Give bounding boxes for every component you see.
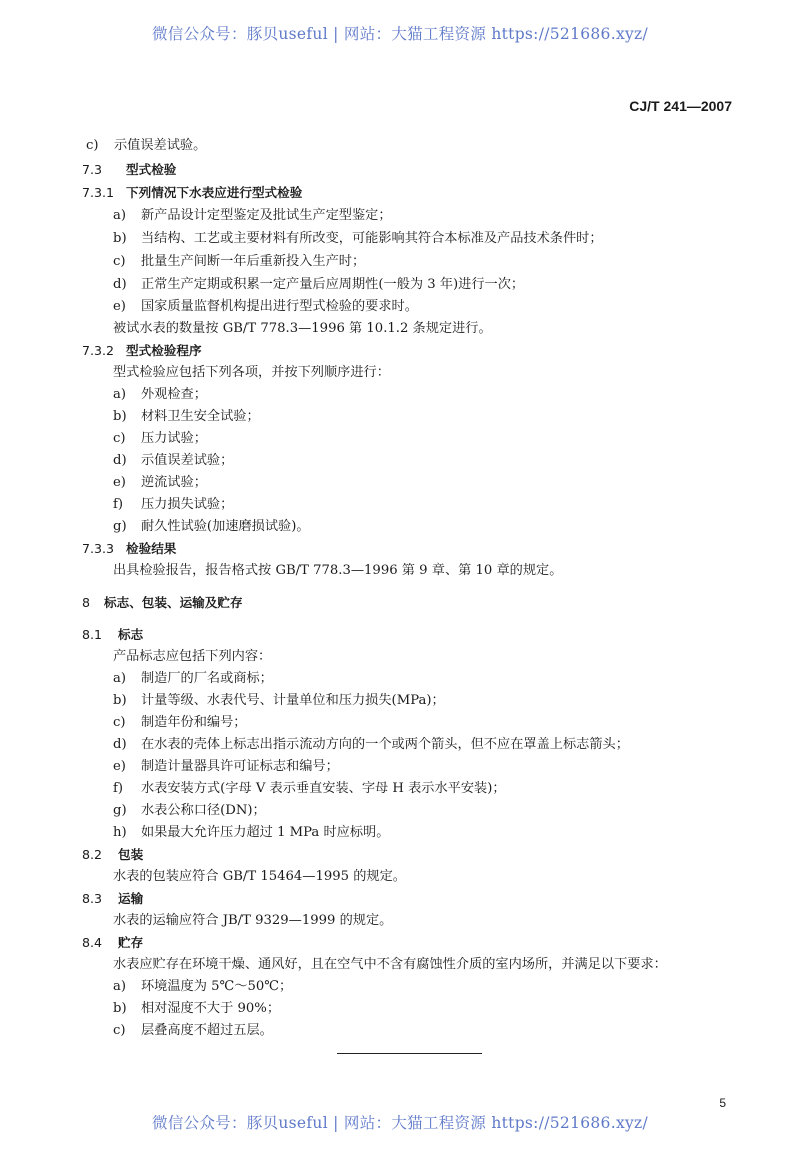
section-heading: 8.1 标志	[82, 627, 144, 642]
list-item: d) 在水表的壳体上标志出指示流动方向的一个或两个箭头，但不应在罩盖上标志箭头；	[113, 737, 629, 752]
section-heading: 8.4 贮存	[82, 935, 144, 950]
subsection-heading: 7.3.3 检验结果	[82, 541, 177, 556]
section-heading: 8.2 包装	[82, 847, 144, 862]
list-item: b) 当结构、工艺或主要材料有所改变，可能影响其符合本标准及产品技术条件时；	[113, 231, 603, 246]
section-heading: 7.3 型式检验	[82, 162, 177, 177]
list-item: g) 耐久性试验(加速磨损试验)。	[113, 519, 310, 534]
list-item: e) 制造计量器具许可证标志和编号；	[113, 759, 339, 774]
standard-code: CJ/T 241—2007	[629, 98, 732, 114]
watermark-bottom: 微信公众号：豚贝useful | 网站：大猫工程资源 https://521686.xyz/	[151, 1114, 649, 1132]
list-item: a) 新产品设计定型鉴定及批试生产定型鉴定；	[113, 208, 392, 223]
list-item: a) 环境温度为 5℃～50℃；	[113, 979, 293, 994]
page-number: 5	[719, 1096, 726, 1110]
end-rule	[337, 1053, 482, 1054]
subsection-heading: 7.3.1 下列情况下水表应进行型式检验	[82, 185, 303, 200]
subsection-heading: 7.3.2 型式检验程序	[82, 343, 202, 358]
list-item: f) 水表安装方式(字母 V 表示垂直安装、字母 H 表示水平安装)；	[113, 781, 506, 796]
list-item: a) 制造厂的厂名或商标；	[113, 671, 273, 686]
paragraph: 水表的包装应符合 GB/T 15464—1995 的规定。	[113, 869, 406, 884]
list-item: e) 国家质量监督机构提出进行型式检验的要求时。	[113, 299, 418, 314]
list-item: c) 示值误差试验。	[86, 138, 207, 153]
watermark-top: 微信公众号：豚贝useful | 网站：大猫工程资源 https://521686.xyz/	[151, 25, 649, 43]
paragraph: 出具检验报告，报告格式按 GB/T 778.3—1996 第 9 章、第 10 章的规定。	[113, 563, 563, 578]
list-item: d) 示值误差试验；	[113, 453, 234, 468]
list-item: d) 正常生产定期或积累一定产量后应周期性(一般为 3 年)进行一次；	[113, 277, 525, 292]
list-item: c) 制造年份和编号；	[113, 715, 247, 730]
section-heading: 8.3 运输	[82, 891, 144, 906]
paragraph: 产品标志应包括下列内容：	[113, 649, 272, 664]
list-item: f) 压力损失试验；	[113, 497, 234, 512]
list-item: b) 计量等级、水表代号、计量单位和压力损失(MPa)；	[113, 693, 445, 708]
list-item: e) 逆流试验；	[113, 475, 207, 490]
paragraph: 被试水表的数量按 GB/T 778.3—1996 第 10.1.2 条规定进行。	[113, 321, 492, 336]
list-item: c) 层叠高度不超过五层。	[113, 1023, 273, 1038]
list-item: c) 批量生产间断一年后重新投入生产时；	[113, 254, 366, 269]
paragraph: 水表的运输应符合 JB/T 9329—1999 的规定。	[113, 913, 393, 928]
list-item: b) 相对湿度不大于 90%；	[113, 1001, 281, 1016]
paragraph: 水表应贮存在环境干燥、通风好，且在空气中不含有腐蚀性介质的室内场所，并满足以下要求：	[113, 957, 667, 972]
chapter-heading: 8 标志、包装、运输及贮存	[82, 595, 243, 610]
list-item: a) 外观检查；	[113, 387, 207, 402]
list-item: g) 水表公称口径(DN)；	[113, 803, 266, 818]
list-item: h) 如果最大允许压力超过 1 MPa 时应标明。	[113, 825, 390, 840]
list-item: b) 材料卫生安全试验；	[113, 409, 260, 424]
paragraph: 型式检验应包括下列各项，并按下列顺序进行：	[113, 365, 390, 380]
list-item: c) 压力试验；	[113, 431, 207, 446]
